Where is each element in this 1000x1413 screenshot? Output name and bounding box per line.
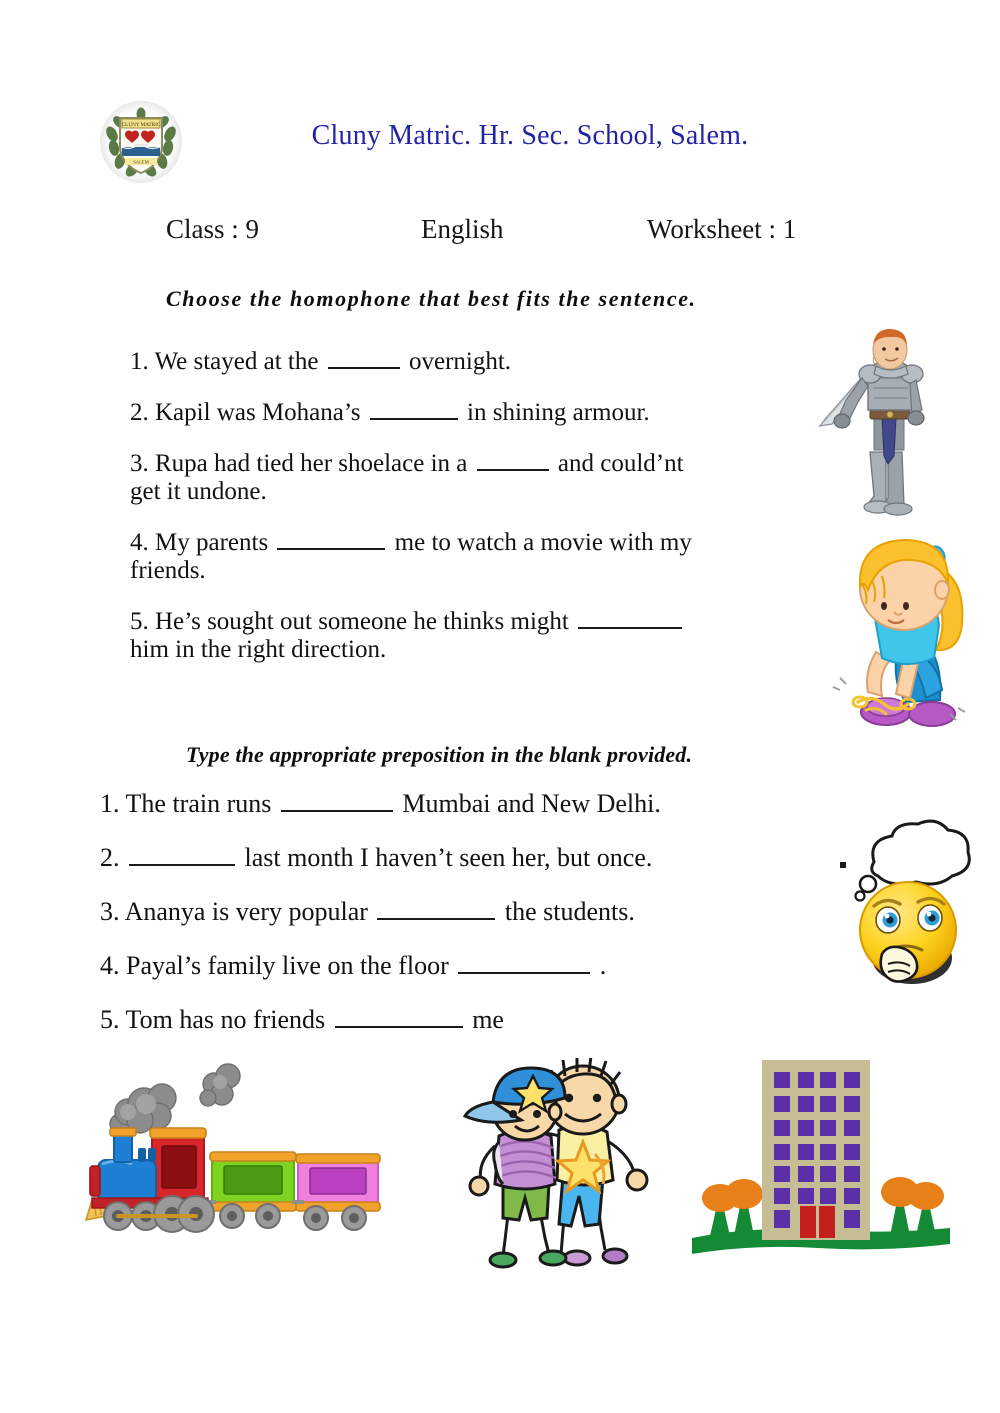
question-item: [130, 446, 830, 506]
question-text-before-blank: Kapil was Mohana’s: [155, 399, 367, 426]
question-text-before-blank: My parents: [155, 529, 275, 556]
steam-train-image: [62, 1062, 402, 1262]
subject-label: English: [421, 214, 504, 244]
question-item: [130, 525, 830, 585]
question-text-before-blank: The train runs: [125, 788, 278, 818]
question-text-second-line: friends.: [130, 557, 206, 584]
section-2-heading: Type the appropriate preposition in the blank provided.: [186, 742, 693, 767]
svg-text:SALEM: SALEM: [133, 159, 149, 165]
question-text-after-blank: overnight.: [402, 348, 512, 375]
answer-blank[interactable]: [377, 894, 495, 920]
question-text-after-blank: the students.: [498, 896, 635, 926]
question-text-after-blank: me to watch a movie with my: [388, 529, 692, 556]
question-text-second-line: him in the right direction.: [130, 636, 387, 663]
class-label: Class : 9: [166, 214, 260, 244]
answer-blank[interactable]: [328, 344, 400, 369]
answer-blank[interactable]: [458, 948, 590, 974]
knight-with-sword-image: [812, 326, 928, 518]
answer-blank[interactable]: [281, 786, 393, 812]
question-text-before-blank: Rupa had tied her shoelace in a: [155, 450, 474, 477]
question-item: [100, 840, 890, 872]
page-title: Cluny Matric. Hr. Sec. School, Salem.: [311, 120, 749, 151]
question-item: [100, 786, 890, 818]
apartment-building-image: [690, 1050, 952, 1272]
question-text-before-blank: We stayed at the: [154, 348, 325, 375]
answer-blank[interactable]: [129, 840, 235, 866]
svg-text:CLUNY MATRIC: CLUNY MATRIC: [121, 122, 161, 128]
girl-tying-shoelace-image: [820, 528, 982, 732]
question-text-after-blank: .: [593, 950, 607, 980]
worksheet-number-label: Worksheet : 1: [647, 214, 797, 244]
question-number: 5.: [130, 608, 155, 635]
question-item: [130, 395, 830, 427]
section-1-question-list: [130, 344, 830, 664]
school-crest-icon: [99, 100, 183, 184]
question-number: 5.: [100, 1004, 126, 1034]
two-boys-friends-image: [455, 1058, 657, 1270]
question-number: 4.: [130, 529, 155, 556]
question-text-after-blank: in shining armour.: [460, 399, 650, 426]
question-item: [100, 894, 890, 926]
question-text-second-line: get it undone.: [130, 478, 267, 505]
question-text-before-blank: Ananya is very popular: [124, 896, 375, 926]
answer-blank[interactable]: [277, 525, 385, 550]
question-number: 3.: [130, 450, 155, 477]
section-1-heading: Choose the homophone that best fits the sentence.: [166, 286, 697, 311]
page-header: [0, 98, 1000, 194]
question-number: 2.: [100, 842, 126, 872]
section-2-question-list: [100, 786, 890, 1034]
question-text-before-blank: He’s sought out someone he thinks might: [155, 608, 576, 635]
question-text-after-blank: Mumbai and New Delhi.: [395, 788, 661, 818]
question-text-before-blank: Tom has no friends: [125, 1004, 332, 1034]
question-number: 1.: [100, 788, 126, 818]
answer-blank[interactable]: [335, 1002, 463, 1028]
thinking-emoji-image: [838, 818, 974, 990]
question-item: [130, 344, 830, 376]
question-text-before-blank: Payal’s family live on the floor: [126, 950, 456, 980]
answer-blank[interactable]: [477, 446, 549, 471]
answer-blank[interactable]: [578, 604, 682, 629]
question-text-after-blank: last month I haven’t seen her, but once.: [238, 842, 653, 872]
question-text-after-blank: and could’nt: [551, 450, 684, 477]
question-number: 2.: [130, 399, 155, 426]
question-text-after-blank: me: [465, 1004, 504, 1034]
question-item: [130, 604, 830, 664]
answer-blank[interactable]: [370, 395, 458, 420]
question-number: 4.: [100, 950, 126, 980]
question-number: 3.: [100, 896, 125, 926]
worksheet-meta-row: [0, 214, 1000, 254]
question-item: [100, 948, 890, 980]
question-number: 1.: [130, 348, 155, 375]
question-item: [100, 1002, 890, 1034]
